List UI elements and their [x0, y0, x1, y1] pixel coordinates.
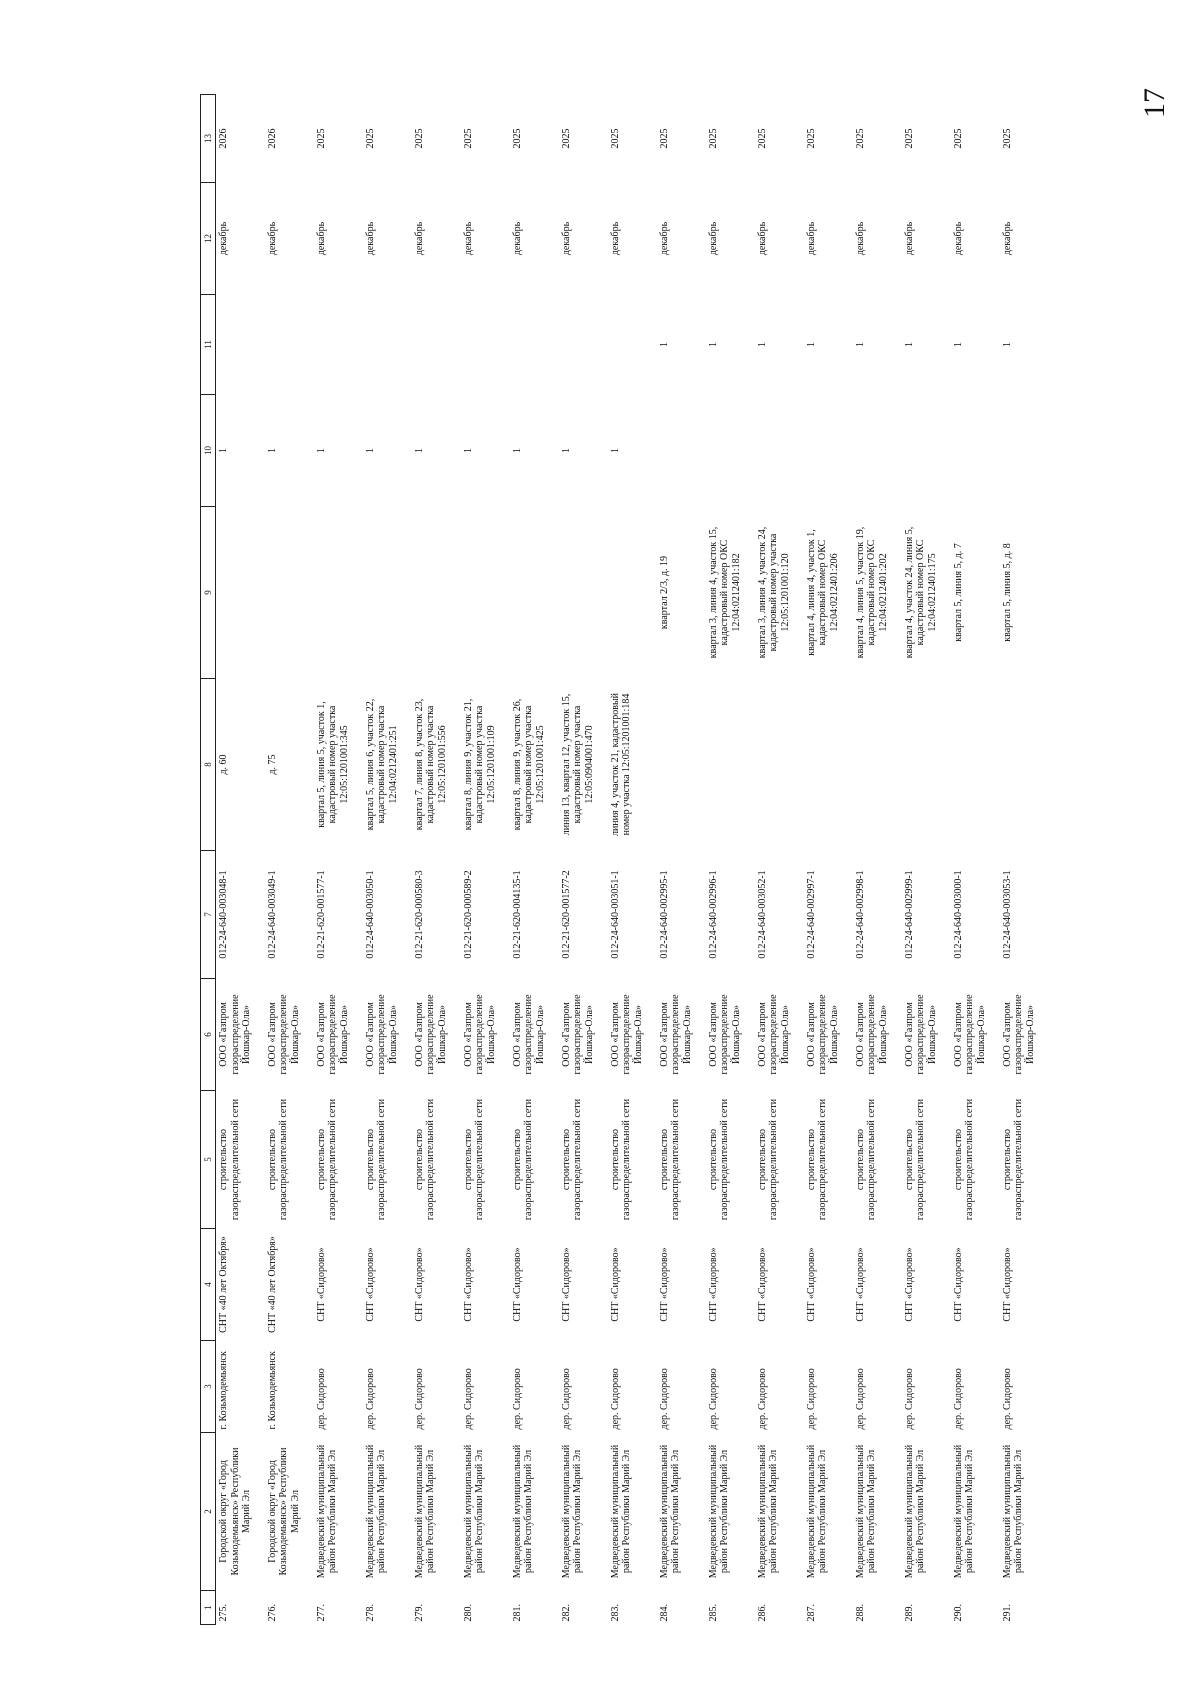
table-row [608, 95, 657, 1625]
object-cell: СНТ «40 лет Октября» [266, 1236, 278, 1333]
year-cell: 2025 [854, 128, 866, 149]
month-cell: декабрь [805, 221, 817, 256]
row-number: 284. [658, 1604, 670, 1622]
building-address-cell: квартал 4, участок 24, линия 5, кадастровый номер ОКС 12:04:0212401:175 [903, 526, 938, 659]
table-row [657, 95, 706, 1625]
municipality-cell: Медведевский муниципальный район Республики Марий Эл [364, 1444, 387, 1579]
building-address-cell: квартал 4, линия 4, участок 1, кадастровый номер ОКС 12:04:0212401:206 [805, 529, 840, 656]
count-col10-cell [804, 395, 853, 507]
month-cell: декабрь [315, 221, 327, 256]
object-cell: СНТ «40 лет Октября» [218, 1236, 229, 1333]
count-col10-cell: 1 [511, 448, 523, 453]
month-cell: декабрь [462, 221, 474, 256]
table-body [216, 95, 1049, 1625]
count-col11-cell [510, 295, 559, 395]
count-col11-cell: 1 [903, 342, 915, 347]
year-cell: 2025 [952, 128, 964, 149]
settlement-cell: дер. Сидорово [952, 1368, 964, 1430]
application-code-cell: 012-21-620-001577-1 [315, 870, 327, 959]
col-header-10: 10 [201, 395, 216, 507]
year-cell: 2026 [266, 128, 278, 149]
table-row [216, 95, 265, 1625]
year-cell: 2025 [560, 128, 572, 149]
col-header-13: 13 [201, 95, 216, 183]
building-address-cell [559, 507, 608, 679]
year-cell: 2025 [1001, 128, 1013, 149]
count-col10-cell [755, 395, 804, 507]
count-col10-cell: 1 [266, 448, 278, 453]
municipality-cell: Медведевский муниципальный район Республики Марий Эл [707, 1444, 730, 1579]
land-plot-address-cell: квартал 5, линия 6, участок 22, кадастровый номер участка 12:04:0212401:251 [364, 698, 399, 831]
col-header-4: 4 [201, 1229, 216, 1341]
building-address-cell [216, 507, 265, 679]
work-type-cell: строительство газораспределительной сети [707, 1098, 730, 1221]
municipality-cell: Медведевский муниципальный район Республики Марий Эл [560, 1444, 583, 1579]
row-number: 289. [903, 1604, 915, 1622]
work-type-cell: строительство газораспределительной сети [609, 1098, 632, 1221]
settlement-cell: г. Козьмодемьянск [218, 1351, 229, 1430]
col-header-3: 3 [201, 1341, 216, 1433]
month-cell: декабрь [609, 221, 621, 256]
object-cell: СНТ «Сидорово» [658, 1247, 670, 1322]
municipality-cell: Медведевский муниципальный район Республики Марий Эл [854, 1444, 877, 1579]
year-cell: 2025 [315, 128, 327, 149]
count-col10-cell: 1 [364, 448, 376, 453]
table-row [314, 95, 363, 1625]
col-header-12: 12 [201, 183, 216, 295]
land-plot-address-cell [951, 679, 1000, 851]
count-col11-cell [559, 295, 608, 395]
municipality-cell: Медведевский муниципальный район Республики Марий Эл [462, 1444, 485, 1579]
building-address-cell: квартал 3, линия 4, участок 15, кадастровый номер ОКС 12:04:0212401:182 [707, 526, 742, 659]
table-row [853, 95, 902, 1625]
settlement-cell: дер. Сидорово [364, 1368, 376, 1430]
table-row [559, 95, 608, 1625]
work-type-cell: строительство газораспределительной сети [658, 1098, 681, 1221]
land-plot-address-cell: квартал 7, линия 8, участок 23, кадастровый номер участка 12:05:1201001:556 [413, 698, 448, 831]
object-cell: СНТ «Сидорово» [1001, 1247, 1013, 1322]
object-cell: СНТ «Сидорово» [903, 1247, 915, 1322]
land-plot-address-cell: квартал 8, линия 9, участок 26, кадастровый номер участка 12:05:1201001:425 [511, 698, 546, 831]
table-row [510, 95, 559, 1625]
settlement-cell: дер. Сидорово [805, 1368, 817, 1430]
organization-cell: ООО «Газпром газораспределение Йошкар-Ола» [511, 994, 546, 1075]
settlement-cell: дер. Сидорово [658, 1368, 670, 1430]
organization-cell: ООО «Газпром газораспределение Йошкар-Ола» [707, 994, 742, 1075]
settlement-cell: г. Козьмодемьянск [266, 1351, 278, 1430]
municipality-cell: Медведевский муниципальный район Республики Марий Эл [1001, 1444, 1024, 1579]
count-col11-cell [363, 295, 412, 395]
settlement-cell: дер. Сидорово [854, 1368, 866, 1430]
municipality-cell: Медведевский муниципальный район Республики Марий Эл [756, 1444, 779, 1579]
settlement-cell: дер. Сидорово [315, 1368, 327, 1430]
application-code-cell: 012-24-640-003050-1 [364, 870, 376, 959]
count-col10-cell: 1 [462, 448, 474, 453]
organization-cell: ООО «Газпром газораспределение Йошкар-Ола» [609, 994, 644, 1075]
building-address-cell: квартал 3, линия 4, участок 24, кадастровый номер участка 12:05:1201001:120 [756, 526, 791, 659]
work-type-cell: строительство газораспределительной сети [903, 1098, 926, 1221]
count-col11-cell: 1 [1001, 342, 1013, 347]
work-type-cell: строительство газораспределительной сети [756, 1098, 779, 1221]
col-header-5: 5 [201, 1091, 216, 1229]
organization-cell: ООО «Газпром газораспределение Йошкар-Ола» [854, 994, 889, 1075]
count-col10-cell [902, 395, 951, 507]
month-cell: декабрь [413, 221, 425, 256]
settlement-cell: дер. Сидорово [756, 1368, 768, 1430]
municipality-cell: Медведевский муниципальный район Республики Марий Эл [609, 1444, 632, 1579]
building-address-cell: квартал 4, линия 5, участок 19, кадастровый номер ОКС 12:04:0212401:202 [854, 526, 889, 659]
month-cell: декабрь [903, 221, 915, 256]
building-address-cell [363, 507, 412, 679]
organization-cell: ООО «Газпром газораспределение Йошкар-Ола» [952, 994, 987, 1075]
object-cell: СНТ «Сидорово» [560, 1247, 572, 1322]
land-plot-address-cell [853, 679, 902, 851]
object-cell: СНТ «Сидорово» [756, 1247, 768, 1322]
work-type-cell: строительство газораспределительной сети [952, 1098, 975, 1221]
year-cell: 2025 [756, 128, 768, 149]
work-type-cell: строительство газораспределительной сети [462, 1098, 485, 1221]
settlement-cell: дер. Сидорово [462, 1368, 474, 1430]
land-plot-address-cell [804, 679, 853, 851]
column-number-row [201, 95, 216, 1625]
building-address-cell [314, 507, 363, 679]
col-header-2: 2 [201, 1433, 216, 1591]
count-col10-cell: 1 [218, 448, 229, 453]
application-code-cell: 012-24-640-003051-1 [609, 870, 621, 959]
count-col10-cell [1000, 395, 1049, 507]
row-number: 280. [462, 1604, 474, 1622]
organization-cell: ООО «Газпром газораспределение Йошкар-Ола» [756, 994, 791, 1075]
table-row [265, 95, 314, 1625]
work-type-cell: строительство газораспределительной сети [218, 1098, 241, 1221]
land-plot-address-cell [902, 679, 951, 851]
count-col11-cell: 1 [756, 342, 768, 347]
application-code-cell: 012-21-620-000580-3 [413, 870, 425, 959]
settlement-cell: дер. Сидорово [609, 1368, 621, 1430]
building-address-cell: квартал 2/3, д. 19 [658, 555, 670, 630]
row-number: 281. [511, 1604, 523, 1622]
organization-cell: ООО «Газпром газораспределение Йошкар-Ола» [560, 994, 595, 1075]
organization-cell: ООО «Газпром газораспределение Йошкар-Ола» [364, 994, 399, 1075]
land-plot-address-cell [706, 679, 755, 851]
application-code-cell: 012-24-640-002999-1 [903, 870, 915, 959]
work-type-cell: строительство газораспределительной сети [315, 1098, 338, 1221]
year-cell: 2025 [805, 128, 817, 149]
month-cell: декабрь [266, 221, 278, 256]
table-row [804, 95, 853, 1625]
settlement-cell: дер. Сидорово [903, 1368, 915, 1430]
work-type-cell: строительство газораспределительной сети [364, 1098, 387, 1221]
row-number: 285. [707, 1604, 719, 1622]
land-plot-address-cell: линия 13, квартал 12, участок 15, кадастровый номер участка 12:05:0904001:470 [560, 693, 595, 836]
land-plot-address-cell [1000, 679, 1049, 851]
application-code-cell: 012-24-640-002995-1 [658, 870, 670, 959]
row-number: 278. [364, 1604, 376, 1622]
organization-cell: ООО «Газпром газораспределение Йошкар-Ола» [413, 994, 448, 1075]
building-address-cell [265, 507, 314, 679]
row-number: 275. [218, 1604, 229, 1622]
organization-cell: ООО «Газпром газораспределение Йошкар-Ола» [1001, 994, 1036, 1075]
count-col11-cell: 1 [805, 342, 817, 347]
application-code-cell: 012-24-640-003053-1 [1001, 870, 1013, 959]
count-col11-cell [314, 295, 363, 395]
building-address-cell: квартал 5, линия 5, д. 7 [952, 543, 964, 642]
year-cell: 2025 [413, 128, 425, 149]
land-plot-address-cell: д. 75 [266, 754, 278, 775]
application-code-cell: 012-21-620-001577-2 [560, 870, 572, 959]
municipality-cell: Медведевский муниципальный район Республики Марий Эл [511, 1444, 534, 1579]
month-cell: декабрь [1001, 221, 1013, 256]
organization-cell: ООО «Газпром газораспределение Йошкар-Ола» [903, 994, 938, 1075]
application-code-cell: 012-24-640-003048-1 [218, 870, 229, 959]
col-header-8: 8 [201, 679, 216, 851]
land-plot-address-cell [755, 679, 804, 851]
table-row [1000, 95, 1049, 1625]
object-cell: СНТ «Сидорово» [364, 1247, 376, 1322]
row-number: 288. [854, 1604, 866, 1622]
work-type-cell: строительство газораспределительной сети [854, 1098, 877, 1221]
building-address-cell [412, 507, 461, 679]
settlement-cell: дер. Сидорово [1001, 1368, 1013, 1430]
count-col11-cell [265, 295, 314, 395]
settlement-cell: дер. Сидорово [511, 1368, 523, 1430]
object-cell: СНТ «Сидорово» [511, 1247, 523, 1322]
row-number: 286. [756, 1604, 768, 1622]
table-row [412, 95, 461, 1625]
count-col10-cell [951, 395, 1000, 507]
col-header-1: 1 [201, 1591, 216, 1625]
land-plot-address-cell: линия 4, участок 21, кадастровый номер участка 12:05:1201001:184 [609, 692, 632, 837]
table-header [201, 95, 216, 1625]
count-col10-cell: 1 [315, 448, 327, 453]
municipality-cell: Медведевский муниципальный район Республики Марий Эл [805, 1444, 828, 1579]
table-row [461, 95, 510, 1625]
application-code-cell: 012-24-640-003052-1 [756, 870, 768, 959]
building-address-cell: квартал 5, линия 5, д. 8 [1001, 543, 1013, 642]
work-type-cell: строительство газораспределительной сети [1001, 1098, 1024, 1221]
organization-cell: ООО «Газпром газораспределение Йошкар-Ола» [462, 994, 497, 1075]
work-type-cell: строительство газораспределительной сети [511, 1098, 534, 1221]
table-row [951, 95, 1000, 1625]
application-code-cell: 012-21-620-000589-2 [462, 870, 474, 959]
row-number: 282. [560, 1604, 572, 1622]
year-cell: 2025 [658, 128, 670, 149]
month-cell: декабрь [218, 221, 229, 256]
count-col10-cell: 1 [560, 448, 572, 453]
work-type-cell: строительство газораспределительной сети [413, 1098, 436, 1221]
application-code-cell: 012-24-640-002997-1 [805, 870, 817, 959]
year-cell: 2026 [218, 128, 229, 149]
application-code-cell: 012-24-640-003049-1 [266, 870, 278, 959]
month-cell: декабрь [854, 221, 866, 256]
organization-cell: ООО «Газпром газораспределение Йошкар-Ола» [658, 994, 693, 1075]
row-number: 276. [266, 1604, 278, 1622]
building-address-cell [510, 507, 559, 679]
application-code-cell: 012-24-640-003000-1 [952, 870, 964, 959]
year-cell: 2025 [707, 128, 719, 149]
count-col10-cell [853, 395, 902, 507]
object-cell: СНТ «Сидорово» [854, 1247, 866, 1322]
page-number: 17 [1138, 88, 1171, 118]
work-type-cell: строительство газораспределительной сети [266, 1098, 289, 1221]
col-header-9: 9 [201, 507, 216, 679]
table-row [755, 95, 804, 1625]
count-col11-cell: 1 [854, 342, 866, 347]
year-cell: 2025 [609, 128, 621, 149]
municipality-cell: Медведевский муниципальный район Республики Марий Эл [413, 1444, 436, 1579]
register-table [200, 94, 1049, 1625]
col-header-11: 11 [201, 295, 216, 395]
settlement-cell: дер. Сидорово [560, 1368, 572, 1430]
application-code-cell: 012-24-640-002998-1 [854, 870, 866, 959]
count-col10-cell [657, 395, 706, 507]
organization-cell: ООО «Газпром газораспределение Йошкар-Ола» [218, 994, 252, 1075]
count-col11-cell: 1 [658, 342, 670, 347]
row-number: 279. [413, 1604, 425, 1622]
land-plot-address-cell: квартал 8, линия 9, участок 21, кадастровый номер участка 12:05:1201001:109 [462, 698, 497, 831]
settlement-cell: дер. Сидорово [413, 1368, 425, 1430]
land-plot-address-cell: д. 60 [218, 754, 229, 775]
application-code-cell: 012-21-620-004135-1 [511, 870, 523, 959]
land-plot-address-cell: квартал 5, линия 5, участок 1, кадастровый номер участка 12:05:1201001:345 [315, 701, 350, 828]
table-row [902, 95, 951, 1625]
municipality-cell: Медведевский муниципальный район Республики Марий Эл [903, 1444, 926, 1579]
work-type-cell: строительство газораспределительной сети [560, 1098, 583, 1221]
object-cell: СНТ «Сидорово» [707, 1247, 719, 1322]
count-col11-cell: 1 [707, 342, 719, 347]
building-address-cell [608, 507, 657, 679]
row-number: 283. [609, 1604, 621, 1622]
object-cell: СНТ «Сидорово» [805, 1247, 817, 1322]
year-cell: 2025 [364, 128, 376, 149]
municipality-cell: Медведевский муниципальный район Республики Марий Эл [952, 1444, 975, 1579]
year-cell: 2025 [462, 128, 474, 149]
work-type-cell: строительство газораспределительной сети [805, 1098, 828, 1221]
count-col10-cell: 1 [413, 448, 425, 453]
row-number: 290. [952, 1604, 964, 1622]
organization-cell: ООО «Газпром газораспределение Йошкар-Ола» [315, 994, 350, 1075]
month-cell: декабрь [707, 221, 719, 256]
year-cell: 2025 [903, 128, 915, 149]
month-cell: декабрь [560, 221, 572, 256]
municipality-cell: Медведевский муниципальный район Республики Марий Эл [658, 1444, 681, 1579]
object-cell: СНТ «Сидорово» [462, 1247, 474, 1322]
count-col10-cell [706, 395, 755, 507]
settlement-cell: дер. Сидорово [707, 1368, 719, 1430]
count-col11-cell: 1 [952, 342, 964, 347]
land-plot-address-cell [657, 679, 706, 851]
count-col11-cell [608, 295, 657, 395]
count-col10-cell: 1 [609, 448, 621, 453]
col-header-6: 6 [201, 979, 216, 1091]
rotated-table-container [200, 95, 1040, 1625]
count-col11-cell [461, 295, 510, 395]
count-col11-cell [412, 295, 461, 395]
month-cell: декабрь [952, 221, 964, 256]
object-cell: СНТ «Сидорово» [952, 1247, 964, 1322]
object-cell: СНТ «Сидорово» [609, 1247, 621, 1322]
object-cell: СНТ «Сидорово» [413, 1247, 425, 1322]
table-row [363, 95, 412, 1625]
count-col11-cell [216, 295, 265, 395]
row-number: 291. [1001, 1604, 1013, 1622]
organization-cell: ООО «Газпром газораспределение Йошкар-Ола» [266, 994, 301, 1075]
month-cell: декабрь [658, 221, 670, 256]
col-header-7: 7 [201, 851, 216, 979]
object-cell: СНТ «Сидорово» [315, 1247, 327, 1322]
municipality-cell: Городской округ «Город Козьмодемьянск» Республики Марий Эл [266, 1447, 301, 1576]
organization-cell: ООО «Газпром газораспределение Йошкар-Ола» [805, 994, 840, 1075]
row-number: 287. [805, 1604, 817, 1622]
month-cell: декабрь [511, 221, 523, 256]
municipality-cell: Медведевский муниципальный район Республики Марий Эл [315, 1444, 338, 1579]
year-cell: 2025 [511, 128, 523, 149]
building-address-cell [461, 507, 510, 679]
municipality-cell: Городской округ «Город Козьмодемьянск» Республики Марий Эл [218, 1447, 252, 1576]
month-cell: декабрь [364, 221, 376, 256]
application-code-cell: 012-24-640-002996-1 [707, 870, 719, 959]
table-row [706, 95, 755, 1625]
row-number: 277. [315, 1604, 327, 1622]
month-cell: декабрь [756, 221, 768, 256]
